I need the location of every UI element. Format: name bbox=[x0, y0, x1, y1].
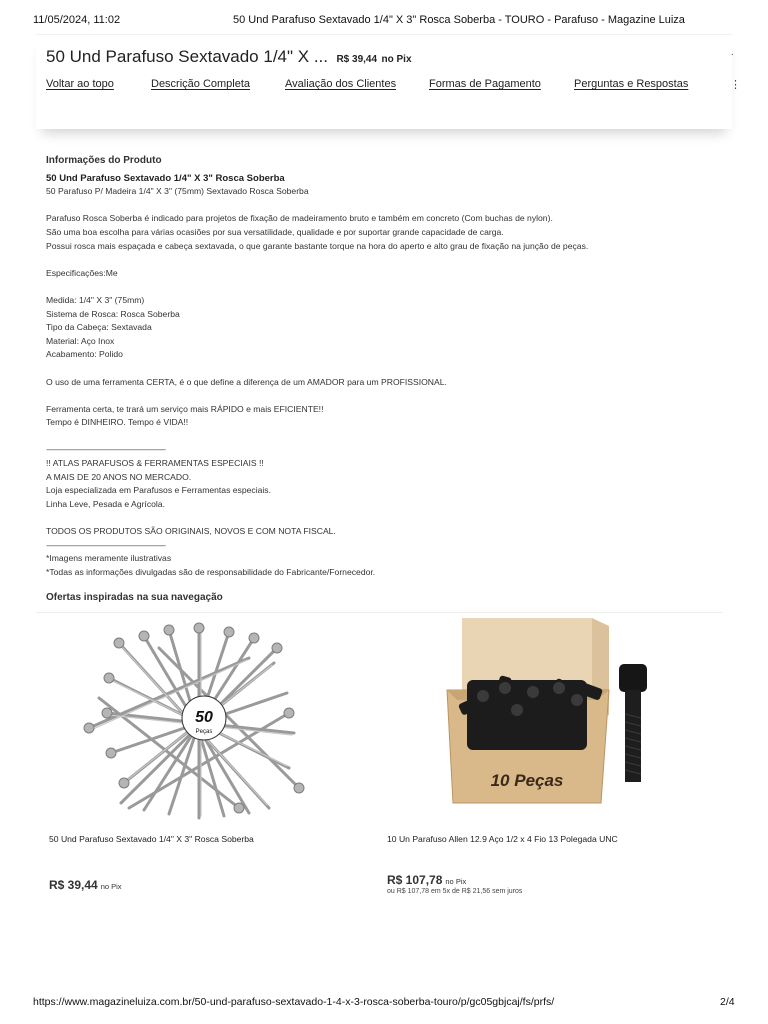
spec-thread-system: Sistema de Rosca: Rosca Soberba bbox=[46, 308, 180, 319]
offer-card[interactable] bbox=[387, 618, 717, 918]
spec-finish: Acabamento: Polido bbox=[46, 349, 123, 360]
store-line: !! ATLAS PARAFUSOS & FERRAMENTAS ESPECIAIS !! bbox=[46, 458, 264, 469]
description-line: Tempo é DINHEIRO. Tempo é VIDA!! bbox=[46, 417, 189, 428]
sticky-product-name: 50 Und Parafuso Sextavado 1/4" X ... bbox=[46, 47, 328, 66]
separator-line: ---------------------------------------------------------------- bbox=[46, 444, 166, 455]
product-info-title: Informações do Produto bbox=[46, 155, 162, 166]
offer-product-name[interactable]: 50 Und Parafuso Sextavado 1/4" X 3" Rosca Soberba bbox=[49, 834, 254, 844]
offer-price-amount: R$ 107,78 bbox=[387, 873, 443, 887]
box-label: 10 Peças bbox=[490, 771, 564, 790]
sticky-edge-mark: · bbox=[730, 49, 734, 60]
offer-installment-text: ou R$ 107,78 em 5x de R$ 21,56 sem juros bbox=[387, 888, 523, 895]
sticky-product-bar bbox=[36, 34, 741, 129]
sticky-product-price: R$ 39,44 bbox=[336, 54, 378, 65]
product-information bbox=[46, 154, 726, 579]
tab-payment-methods[interactable]: Formas de Pagamento bbox=[429, 78, 541, 90]
product-image-screws[interactable] bbox=[49, 618, 329, 828]
offer-price-suffix: no Pix bbox=[445, 877, 467, 886]
guarantee-text: TODOS OS PRODUTOS SÃO ORIGINAIS, NOVOS E COM NOTA FISCAL. bbox=[46, 526, 336, 537]
image-badge-label: Peças bbox=[195, 729, 213, 735]
store-line: Loja especializada em Parafusos e Ferramentas especiais. bbox=[46, 485, 271, 496]
image-badge-count: 50 bbox=[195, 709, 213, 726]
tab-customer-reviews[interactable]: Avaliação dos Clientes bbox=[285, 78, 397, 90]
sticky-price-suffix: no Pix bbox=[381, 54, 412, 65]
tab-questions-answers[interactable]: Perguntas e Respostas bbox=[574, 78, 689, 90]
tab-full-description[interactable]: Descrição Completa bbox=[151, 78, 251, 90]
sticky-product-heading bbox=[46, 47, 412, 67]
description-line: Ferramenta certa, te trará um serviço mais RÁPIDO e mais EFICIENTE!! bbox=[46, 403, 324, 414]
offer-price-suffix: no Pix bbox=[100, 882, 122, 891]
spec-size: Medida: 1/4" X 3" (75mm) bbox=[46, 294, 145, 305]
offer-card[interactable] bbox=[49, 618, 379, 918]
disclaimer-line: *Todas as informações divulgadas são de responsabilidade do Fabricante/Fornecedor. bbox=[46, 566, 376, 577]
offer-price-amount: R$ 39,44 bbox=[49, 878, 98, 892]
description-line: O uso de uma ferramenta CERTA, é o que define a diferença de um AMADOR para um PROFISSIONAL. bbox=[46, 376, 447, 387]
offer-price bbox=[387, 871, 466, 889]
description-line: São uma boa escolha para várias ocasiões por sua versatilidade, qualidade e por suportar grande capacidade de carga. bbox=[46, 226, 504, 237]
store-line: Linha Leve, Pesada e Agrícola. bbox=[46, 498, 165, 509]
description-line: Parafuso Rosca Soberba é indicado para projetos de fixação de madeiramento bruto e também em concreto (Com buchas de nylon). bbox=[46, 213, 553, 224]
nav-more-icon[interactable]: ⋮ bbox=[730, 79, 741, 91]
offer-price bbox=[49, 876, 122, 894]
print-date: 11/05/2024, 11:02 bbox=[33, 14, 121, 26]
spec-head-type: Tipo da Cabeça: Sextavada bbox=[46, 322, 152, 333]
product-image-allen-screws-box[interactable] bbox=[387, 618, 667, 828]
disclaimer-line: *Imagens meramente ilustrativas bbox=[46, 553, 172, 564]
print-page-number: 2/4 bbox=[720, 996, 735, 1008]
spec-material: Material: Aço Inox bbox=[46, 335, 115, 346]
product-info-name: 50 Und Parafuso Sextavado 1/4" X 3" Rosca Soberba bbox=[46, 172, 285, 184]
offers-divider bbox=[36, 612, 722, 613]
offers-title: Ofertas inspiradas na sua navegação bbox=[46, 592, 223, 603]
separator-line: ---------------------------------------------------------------- bbox=[46, 539, 166, 550]
print-url: https://www.magazineluiza.com.br/50-und-parafuso-sextavado-1-4-x-3-rosca-soberba-touro/p/gc05gbjcaj/fs/prfs/ bbox=[33, 996, 555, 1008]
offer-product-name[interactable]: 10 Un Parafuso Allen 12.9 Aço 1/2 x 4 Fio 13 Polegada UNC bbox=[387, 834, 618, 844]
print-page-title: 50 Und Parafuso Sextavado 1/4" X 3" Rosca Soberba - TOURO - Parafuso - Magazine Luiza bbox=[233, 14, 685, 26]
store-line: A MAIS DE 20 ANOS NO MERCADO. bbox=[46, 471, 192, 482]
product-info-subtitle: 50 Parafuso P/ Madeira 1/4" X 3" (75mm) Sextavado Rosca Soberba bbox=[46, 186, 309, 197]
specifications-heading: Especificações:Me bbox=[46, 267, 118, 278]
description-line: Possui rosca mais espaçada e cabeça sextavada, o que garante bastante torque na hora do aperto e alto grau de fixação na junção de peças. bbox=[46, 240, 589, 251]
tab-back-to-top[interactable]: Voltar ao topo bbox=[46, 78, 114, 90]
